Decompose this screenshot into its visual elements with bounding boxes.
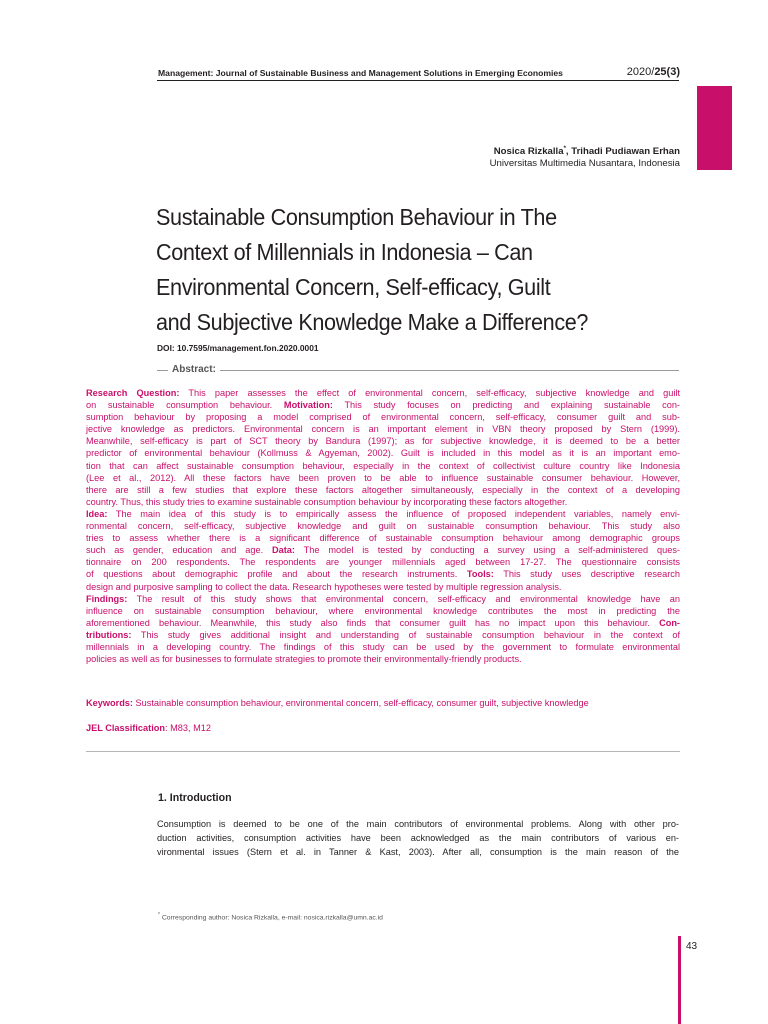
- abstract-text: of questions about demographic profile and about the research instruments.: [86, 569, 467, 580]
- abstract-text: predictor of environmental behaviour (Kollmuss & Agyeman, 2002). Guilt is included in this model as it is an important emo-: [86, 448, 680, 459]
- abstract-line: [86, 447, 680, 459]
- abstract-text: tion that can affect sustainable consumption behaviour, especially in the context of collectivist culture country like Indonesia: [86, 460, 680, 471]
- title-line: and Subjective Knowledge Make a Difference?: [156, 309, 589, 335]
- jel-classification: [86, 723, 680, 733]
- abstract-line: [86, 605, 680, 617]
- abstract-line: [86, 629, 680, 641]
- abstract-label: Abstract:: [168, 364, 220, 375]
- abstract-text: on sustainable consumption behaviour.: [86, 400, 284, 411]
- abstract-text: sumption behaviour by proposing a model comprised of environmental concern, self-efficacy, consumer guilt and sub-: [86, 412, 680, 423]
- footnote: [158, 912, 383, 921]
- abstract-section-label: Data:: [272, 545, 295, 556]
- abstract-line: [86, 532, 680, 544]
- intro-paragraph: [157, 817, 679, 860]
- keywords: [86, 698, 680, 708]
- side-color-tab: [697, 86, 732, 170]
- abstract-section-label: Idea:: [86, 508, 108, 519]
- abstract-line: [86, 568, 680, 580]
- abstract-body: [86, 387, 680, 665]
- paragraph-line: vironmental issues (Stern et al. in Tanner & Kast, 2003). After all, consumption is the main reason of the: [157, 847, 679, 858]
- abstract-line: [86, 508, 680, 520]
- author-names-rest: , Trihadi Pudiawan Erhan: [565, 146, 680, 158]
- abstract-text: The model is tested by conducting a survey using a self-administered ques-: [294, 545, 680, 556]
- abstract-line: [86, 472, 680, 484]
- title-line: Environmental Concern, Self-efficacy, Guilt: [156, 274, 551, 300]
- issue-year: 2020/: [626, 66, 655, 78]
- abstract-line: [86, 460, 680, 472]
- abstract-line: [86, 423, 680, 435]
- page-number: 43: [686, 941, 698, 952]
- abstract-text: The main idea of this study is to empirically assess the influence of proposed independent variables, namely envi-: [107, 508, 680, 519]
- abstract-text: such as gender, education and age.: [86, 545, 272, 556]
- abstract-line: [86, 544, 680, 556]
- jel-codes: : M83, M12: [164, 723, 211, 733]
- abstract-text: This paper assesses the effect of environmental concern, self-efficacy, subjective knowledge and guilt: [179, 388, 681, 398]
- abstract-section-label: Findings:: [86, 593, 128, 604]
- abstract-text: tries to assess whether there is a significant difference of sustainable consumption behaviour among demographic groups: [86, 533, 680, 544]
- abstract-section-label: Con-: [659, 617, 680, 628]
- abstract-line: [86, 411, 680, 423]
- abstract-section-label: tributions:: [86, 629, 132, 640]
- abstract-section-label: Research Question:: [86, 388, 180, 398]
- abstract-text: jective knowledge as predictors. Environmental concern is an important element in VBN theory proposed by Stern (1999).: [86, 424, 680, 435]
- abstract-text: This study focuses on predicting and explaining sustainable con-: [332, 400, 680, 411]
- abstract-text: millennials in a developing country. The findings of this study can be used by the government to formulate environmental: [86, 641, 680, 652]
- title-line: Context of Millennials in Indonesia – Can: [156, 239, 533, 265]
- corresponding-mark: *: [563, 146, 566, 152]
- abstract-text: This study gives additional insight and understanding of sustainable consumption behaviour in the context of: [131, 629, 680, 640]
- abstract-text: policies as well as for businesses to formulate strategies to promote their environmentally-friendly products.: [86, 654, 522, 665]
- abstract-line: [86, 617, 680, 629]
- paragraph-line: Consumption is deemed to be one of the main contributors of environmental problems. Along with other pro-: [157, 819, 679, 829]
- abstract-line: [86, 653, 680, 665]
- doi[interactable]: DOI: 10.7595/management.fon.2020.0001: [157, 343, 319, 353]
- abstract-line: [86, 484, 680, 496]
- abstract-text: (Lee et al., 2012). All these factors have been proven to be able to influence sustainable consumer behaviour. However,: [86, 472, 680, 483]
- title-line: Sustainable Consumption Behaviour in The: [156, 204, 557, 230]
- abstract-line: [86, 435, 680, 447]
- abstract-line: [86, 520, 680, 532]
- author-name: Nosica Rizkalla: [493, 146, 564, 158]
- abstract-text: country. Thus, this study tries to examine sustainable consumption behaviour by incorporating these factors altogether.: [86, 496, 568, 507]
- abstract-line: [86, 496, 680, 508]
- author-affiliation: Universitas Multimedia Nusantara, Indonesia: [489, 158, 680, 169]
- footnote-text: Corresponding author: Nosica Rizkalla, e-mail: nosica.rizkalla@umn.ac.id: [159, 914, 383, 922]
- abstract-text: The result of this study shows that environmental concern, self-efficacy and environmental knowledge have an: [127, 593, 680, 604]
- jel-label: JEL Classification: [86, 723, 165, 733]
- footnote-mark: *: [158, 912, 160, 918]
- section-heading: 1. Introduction: [158, 792, 232, 804]
- journal-name: Management: Journal of Sustainable Business and Management Solutions in Emerging Economies: [158, 68, 563, 78]
- abstract-line: [86, 387, 680, 399]
- volume-issue: 25(3): [654, 66, 680, 78]
- abstract-text: Meanwhile, self-efficacy is part of SCT theory by Bandura (1997); as for subjective knowledge, it is deemed to be a better: [86, 436, 680, 447]
- abstract-text: there are still a few studies that explore these factors altogether simultaneously, especially in the context of a developing: [86, 484, 680, 495]
- abstract-text: aforementioned behaviour. Meanwhile, this study also finds that consumer guilt has no impact upon this behaviour.: [86, 617, 660, 628]
- abstract-text: tionnaire on 200 respondents. The respondents are younger millennials aged between 17-27. The questionnaire consists: [86, 557, 680, 568]
- abstract-text: design and purposive sampling to collect the data. Research hypotheses were tested by multiple regression analysis.: [86, 581, 562, 592]
- page-number-bar: [678, 936, 681, 1024]
- header-rule: [157, 80, 679, 81]
- abstract-line: [86, 581, 680, 593]
- issue-info: [620, 66, 680, 78]
- abstract-line: [86, 399, 680, 411]
- keywords-text: Sustainable consumption behaviour, environmental concern, self-efficacy, consumer guilt, subjective knowledge: [132, 698, 589, 708]
- abstract-section-label: Tools:: [466, 569, 494, 580]
- abstract-section-label: Motivation:: [283, 400, 333, 411]
- keywords-label: Keywords:: [86, 698, 133, 708]
- section-divider: [86, 751, 680, 752]
- author-list: [300, 146, 680, 157]
- abstract-text: This study uses descriptive research: [493, 569, 680, 580]
- article-title: [156, 200, 653, 340]
- abstract-text: influence on sustainable consumption behaviour, where environmental knowledge contributes the most in predicting the: [86, 605, 680, 616]
- abstract-text: ronmental concern, self-efficacy, subjective knowledge and guilt on sustainable consumption behaviour. This study also: [86, 521, 680, 532]
- abstract-line: [86, 641, 680, 653]
- abstract-line: [86, 556, 680, 568]
- abstract-line: [86, 593, 680, 605]
- abstract-rule: [157, 370, 679, 371]
- paragraph-line: duction activities, consumption activities have been acknowledged as the main contributors of various en-: [157, 833, 679, 844]
